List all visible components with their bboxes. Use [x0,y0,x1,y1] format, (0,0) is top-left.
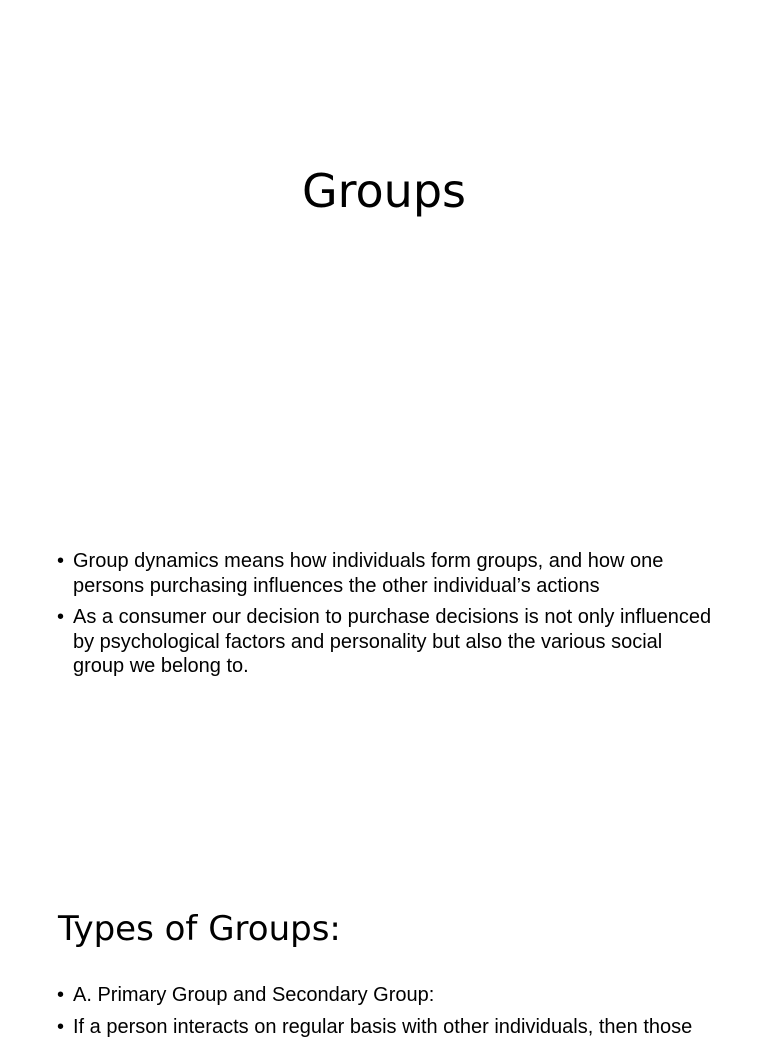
bullet-icon: • [57,606,65,628]
section-heading: Types of Groups: [58,909,341,949]
bullet-text: As a consumer our decision to purchase decisions is not only influenced by psychological factors and personality but also the various social group we belong to. [73,606,712,677]
bullet-text: A. Primary Group and Secondary Group: [73,984,435,1006]
list-item [57,549,717,598]
bullet-text: Group dynamics means how individuals form groups, and how one persons purchasing influences the other individual’s actions [73,550,664,597]
slide-title: Groups [301,164,466,218]
list-item [57,605,717,679]
bullet-icon: • [57,550,65,572]
bullet-icon: • [57,984,65,1006]
types-bullet-list [57,983,757,1046]
intro-bullet-list [57,549,717,686]
list-item [57,1015,757,1040]
bullet-text: If a person interacts on regular basis with other individuals, then those [73,1015,693,1038]
list-item [57,983,757,1008]
bullet-icon: • [57,1015,65,1038]
